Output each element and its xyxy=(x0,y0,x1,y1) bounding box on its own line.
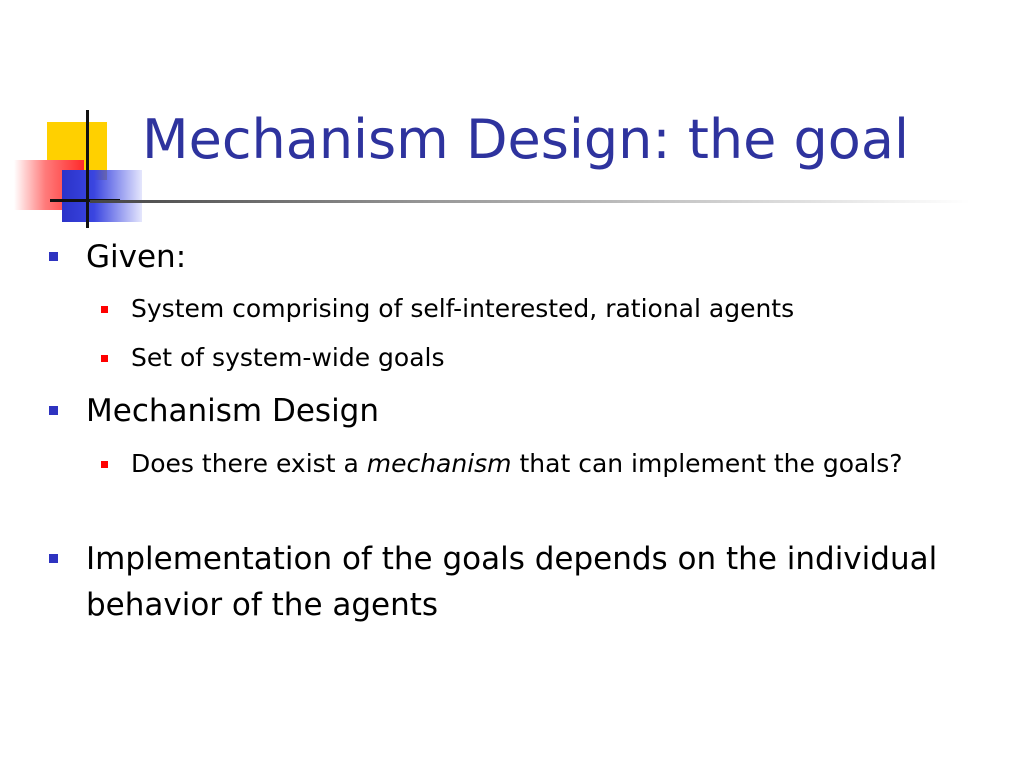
sub-bullet-emphasis: mechanism xyxy=(366,449,512,478)
square-bullet-icon xyxy=(101,461,108,468)
sub-bullet-goals xyxy=(131,338,1001,378)
square-bullet-icon xyxy=(49,406,58,415)
sub-bullet-text-before: Does there exist a xyxy=(131,449,367,478)
square-bullet-icon xyxy=(101,306,108,313)
square-bullet-icon xyxy=(49,252,58,261)
slide-title: Mechanism Design: the goal xyxy=(142,108,909,171)
bullet-text: Given: xyxy=(86,239,187,275)
bullet-text: Implementation of the goals depends on the individual behavior of the agents xyxy=(86,541,938,623)
bullet-mechanism-design xyxy=(86,388,986,434)
sub-bullet-text: System comprising of self-interested, rational agents xyxy=(131,294,795,323)
square-bullet-icon xyxy=(49,554,58,563)
sub-bullet-text-after: that can implement the goals? xyxy=(511,449,903,478)
sub-bullet-mechanism-question xyxy=(131,444,991,484)
square-bullet-icon xyxy=(101,355,108,362)
sub-bullet-system xyxy=(131,289,1001,329)
sub-bullet-text: Set of system-wide goals xyxy=(131,343,445,372)
bullet-given xyxy=(86,234,986,280)
bullet-text: Mechanism Design xyxy=(86,393,380,429)
bullet-implementation xyxy=(86,536,946,628)
